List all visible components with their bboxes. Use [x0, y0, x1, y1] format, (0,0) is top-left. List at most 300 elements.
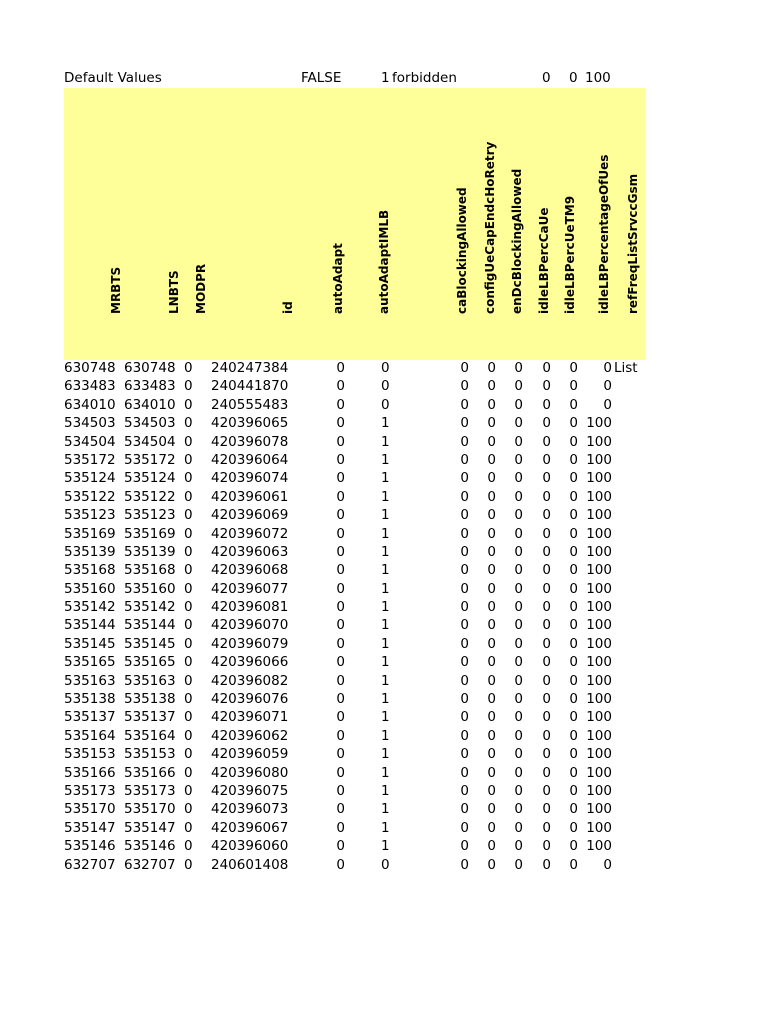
cell-endcblockingallowed: 0	[514, 801, 523, 818]
cell-configuecapendchoretry: 0	[487, 727, 496, 744]
cell-cablockingallowed: 0	[460, 525, 469, 542]
cell-autoadapt: 0	[336, 543, 345, 560]
cell-autoadaptimlb: 0	[381, 378, 390, 395]
cell-modpr: 0	[184, 727, 193, 744]
table-row	[0, 580, 768, 598]
cell-cablockingallowed: 0	[460, 378, 469, 395]
cell-modpr: 0	[184, 378, 193, 395]
cell-modpr: 0	[184, 415, 193, 432]
table-row	[0, 506, 768, 524]
cell-idlelbpercentageofues: 100	[586, 525, 612, 542]
cell-idlelbperccaue: 0	[542, 415, 551, 432]
cell-endcblockingallowed: 0	[514, 525, 523, 542]
cell-endcblockingallowed: 0	[514, 580, 523, 597]
cell-idlelbpercuetm9: 0	[569, 415, 578, 432]
cell-modpr: 0	[184, 746, 193, 763]
cell-idlelbpercentageofues: 100	[586, 470, 612, 487]
cell-endcblockingallowed: 0	[514, 691, 523, 708]
cell-cablockingallowed: 0	[460, 507, 469, 524]
cell-mrbts: 535147	[64, 819, 116, 836]
cell-lnbts: 534503	[124, 415, 176, 432]
cell-idlelbperccaue: 0	[542, 727, 551, 744]
cell-cablockingallowed: 0	[460, 801, 469, 818]
cell-cablockingallowed: 0	[460, 360, 469, 376]
cell-id: 240247384	[211, 360, 289, 376]
cell-autoadapt: 0	[336, 599, 345, 616]
cell-idlelbperccaue: 0	[542, 562, 551, 579]
cell-mrbts: 535168	[64, 562, 116, 579]
cell-autoadapt: 0	[336, 819, 345, 836]
cell-idlelbpercentageofues: 100	[586, 543, 612, 560]
cell-autoadapt: 0	[336, 396, 345, 413]
cell-id: 420396064	[211, 451, 289, 468]
cell-idlelbpercuetm9: 0	[569, 727, 578, 744]
table-row	[0, 727, 768, 745]
cell-idlelbperccaue: 0	[542, 617, 551, 634]
cell-cablockingallowed: 0	[460, 709, 469, 726]
cell-idlelbpercuetm9: 0	[569, 433, 578, 450]
cell-mrbts: 535153	[64, 746, 116, 763]
cell-autoadaptimlb: 1	[381, 543, 390, 560]
cell-endcblockingallowed: 0	[514, 782, 523, 799]
cell-autoadapt: 0	[336, 838, 345, 855]
column-header-label: idleLBPercUeTM9	[563, 195, 577, 314]
table-row	[0, 782, 768, 800]
column-header-modpr	[192, 88, 210, 328]
column-header-cablockingallowed	[453, 88, 471, 328]
cell-autoadapt: 0	[336, 580, 345, 597]
cell-id: 420396071	[211, 709, 289, 726]
cell-id: 420396073	[211, 801, 289, 818]
cell-autoadapt: 0	[336, 451, 345, 468]
cell-idlelbpercuetm9: 0	[569, 451, 578, 468]
cell-lnbts: 535153	[124, 746, 176, 763]
cell-lnbts: 632707	[124, 856, 176, 873]
cell-configuecapendchoretry: 0	[487, 746, 496, 763]
cell-configuecapendchoretry: 0	[487, 782, 496, 799]
cell-autoadaptimlb: 1	[381, 415, 390, 432]
cell-autoadaptimlb: 1	[381, 838, 390, 855]
cell-modpr: 0	[184, 580, 193, 597]
cell-autoadaptimlb: 1	[381, 819, 390, 836]
cell-idlelbpercuetm9: 0	[569, 562, 578, 579]
cell-configuecapendchoretry: 0	[487, 801, 496, 818]
cell-id: 420396068	[211, 562, 289, 579]
cell-cablockingallowed: 0	[460, 727, 469, 744]
cell-modpr: 0	[184, 360, 193, 376]
cell-cablockingallowed: 0	[460, 599, 469, 616]
cell-configuecapendchoretry: 0	[487, 635, 496, 652]
cell-endcblockingallowed: 0	[514, 709, 523, 726]
column-header-idlelbpercuetm9	[561, 88, 579, 328]
cell-cablockingallowed: 0	[460, 654, 469, 671]
cell-mrbts: 630748	[64, 360, 116, 376]
cell-idlelbpercuetm9: 0	[569, 599, 578, 616]
cell-autoadapt: 0	[336, 672, 345, 689]
table-row	[0, 469, 768, 487]
cell-configuecapendchoretry: 0	[487, 396, 496, 413]
cell-endcblockingallowed: 0	[514, 727, 523, 744]
cell-cablockingallowed: 0	[460, 580, 469, 597]
column-header-autoadaptimlb	[375, 88, 393, 328]
cell-idlelbpercuetm9: 0	[569, 470, 578, 487]
cell-id: 420396079	[211, 635, 289, 652]
cell-autoadapt: 0	[336, 488, 345, 505]
cell-idlelbpercentageofues: 100	[586, 746, 612, 763]
cell-idlelbperccaue: 0	[542, 451, 551, 468]
cell-idlelbpercuetm9: 0	[569, 856, 578, 873]
column-header-band	[64, 88, 645, 360]
cell-autoadaptimlb: 1	[381, 488, 390, 505]
cell-idlelbpercuetm9: 0	[569, 691, 578, 708]
cell-idlelbperccaue: 0	[542, 635, 551, 652]
cell-modpr: 0	[184, 691, 193, 708]
cell-autoadapt: 0	[336, 507, 345, 524]
cell-id: 420396082	[211, 672, 289, 689]
cell-id: 420396076	[211, 691, 289, 708]
cell-endcblockingallowed: 0	[514, 543, 523, 560]
cell-idlelbpercuetm9: 0	[569, 819, 578, 836]
cell-modpr: 0	[184, 635, 193, 652]
cell-autoadapt: 0	[336, 746, 345, 763]
cell-modpr: 0	[184, 525, 193, 542]
cell-autoadaptimlb: 1	[381, 801, 390, 818]
default-values-row	[0, 68, 768, 88]
cell-configuecapendchoretry: 0	[487, 415, 496, 432]
cell-autoadaptimlb: 1	[381, 562, 390, 579]
cell-autoadaptimlb: 1	[381, 451, 390, 468]
column-header-endcblockingallowed	[508, 88, 526, 328]
cell-modpr: 0	[184, 617, 193, 634]
cell-endcblockingallowed: 0	[514, 562, 523, 579]
cell-idlelbpercentageofues: 100	[586, 580, 612, 597]
cell-id: 420396063	[211, 543, 289, 560]
cell-autoadaptimlb: 1	[381, 580, 390, 597]
cell-lnbts: 630748	[124, 360, 176, 376]
cell-mrbts: 535123	[64, 507, 116, 524]
cell-idlelbpercentageofues: 100	[586, 488, 612, 505]
cell-configuecapendchoretry: 0	[487, 709, 496, 726]
column-header-autoadapt	[329, 88, 347, 328]
cell-autoadapt: 0	[336, 801, 345, 818]
cell-idlelbpercentageofues: 100	[586, 691, 612, 708]
cell-endcblockingallowed: 0	[514, 764, 523, 781]
cell-autoadaptimlb: 1	[381, 599, 390, 616]
cell-autoadaptimlb: 1	[381, 507, 390, 524]
cell-configuecapendchoretry: 0	[487, 819, 496, 836]
cell-autoadapt: 0	[336, 764, 345, 781]
cell-endcblockingallowed: 0	[514, 672, 523, 689]
cell-configuecapendchoretry: 0	[487, 470, 496, 487]
cell-autoadapt: 0	[336, 617, 345, 634]
cell-idlelbperccaue: 0	[542, 580, 551, 597]
cell-mrbts: 633483	[64, 378, 116, 395]
cell-autoadapt: 0	[336, 856, 345, 873]
cell-id: 420396065	[211, 415, 289, 432]
cell-autoadapt: 0	[336, 470, 345, 487]
cell-idlelbperccaue: 0	[542, 599, 551, 616]
cell-id: 420396080	[211, 764, 289, 781]
cell-idlelbperccaue: 0	[542, 378, 551, 395]
cell-autoadaptimlb: 0	[381, 856, 390, 873]
cell-autoadaptimlb: 1	[381, 470, 390, 487]
cell-mrbts: 535138	[64, 691, 116, 708]
cell-lnbts: 535168	[124, 562, 176, 579]
cell-modpr: 0	[184, 819, 193, 836]
cell-idlelbpercentageofues: 0	[603, 396, 612, 413]
cell-idlelbpercuetm9: 0	[569, 635, 578, 652]
cell-modpr: 0	[184, 562, 193, 579]
cell-mrbts: 535172	[64, 451, 116, 468]
cell-modpr: 0	[184, 654, 193, 671]
cell-lnbts: 535144	[124, 617, 176, 634]
cell-autoadapt: 0	[336, 727, 345, 744]
cell-configuecapendchoretry: 0	[487, 654, 496, 671]
column-header-label: idleLBPercCaUe	[537, 207, 551, 314]
cell-mrbts: 535164	[64, 727, 116, 744]
cell-idlelbperccaue: 0	[542, 470, 551, 487]
cell-autoadaptimlb: 1	[381, 746, 390, 763]
cell-idlelbpercentageofues: 100	[586, 709, 612, 726]
table-row	[0, 488, 768, 506]
cell-cablockingallowed: 0	[460, 433, 469, 450]
cell-cablockingallowed: 0	[460, 672, 469, 689]
cell-mrbts: 535122	[64, 488, 116, 505]
cell-configuecapendchoretry: 0	[487, 360, 496, 376]
cell-mrbts: 535137	[64, 709, 116, 726]
cell-autoadapt: 0	[336, 562, 345, 579]
cell-autoadaptimlb: 1	[381, 635, 390, 652]
cell-configuecapendchoretry: 0	[487, 856, 496, 873]
cell-cablockingallowed: 0	[460, 396, 469, 413]
cell-cablockingallowed: 0	[460, 635, 469, 652]
cell-id: 420396078	[211, 433, 289, 450]
cell-modpr: 0	[184, 672, 193, 689]
cell-modpr: 0	[184, 507, 193, 524]
cell-idlelbpercuetm9: 0	[569, 507, 578, 524]
table-row	[0, 708, 768, 726]
cell-idlelbpercuetm9: 0	[569, 360, 578, 376]
cell-mrbts: 535166	[64, 764, 116, 781]
cell-id: 420396075	[211, 782, 289, 799]
cell-idlelbpercentageofues: 100	[586, 819, 612, 836]
cell-autoadaptimlb: 1	[381, 782, 390, 799]
cell-idlelbperccaue: 0	[542, 433, 551, 450]
cell-modpr: 0	[184, 396, 193, 413]
cell-endcblockingallowed: 0	[514, 819, 523, 836]
cell-idlelbpercentageofues: 100	[586, 801, 612, 818]
cell-modpr: 0	[184, 782, 193, 799]
column-header-idlelbpercentageofues	[595, 88, 613, 328]
cell-configuecapendchoretry: 0	[487, 838, 496, 855]
cell-reffreqlistsrvccgsm: List	[614, 360, 638, 376]
cell-configuecapendchoretry: 0	[487, 580, 496, 597]
cell-modpr: 0	[184, 488, 193, 505]
cell-autoadapt: 0	[336, 691, 345, 708]
cell-autoadapt: 0	[336, 782, 345, 799]
cell-id: 420396070	[211, 617, 289, 634]
cell-lnbts: 535122	[124, 488, 176, 505]
default-autoadaptimlb: 1	[381, 70, 390, 86]
cell-cablockingallowed: 0	[460, 691, 469, 708]
table-row	[0, 451, 768, 469]
cell-modpr: 0	[184, 451, 193, 468]
cell-id: 420396062	[211, 727, 289, 744]
cell-idlelbperccaue: 0	[542, 654, 551, 671]
column-header-label: id	[281, 301, 295, 314]
cell-cablockingallowed: 0	[460, 838, 469, 855]
cell-mrbts: 535144	[64, 617, 116, 634]
cell-autoadaptimlb: 0	[381, 396, 390, 413]
table-row	[0, 745, 768, 763]
cell-id: 420396060	[211, 838, 289, 855]
cell-autoadaptimlb: 1	[381, 727, 390, 744]
cell-configuecapendchoretry: 0	[487, 507, 496, 524]
cell-lnbts: 535138	[124, 691, 176, 708]
column-header-label: enDcBlockingAllowed	[510, 168, 524, 314]
cell-idlelbpercentageofues: 100	[586, 635, 612, 652]
cell-modpr: 0	[184, 838, 193, 855]
cell-autoadapt: 0	[336, 635, 345, 652]
cell-endcblockingallowed: 0	[514, 856, 523, 873]
cell-lnbts: 535142	[124, 599, 176, 616]
table-row	[0, 414, 768, 432]
cell-configuecapendchoretry: 0	[487, 764, 496, 781]
cell-endcblockingallowed: 0	[514, 433, 523, 450]
cell-idlelbpercuetm9: 0	[569, 488, 578, 505]
cell-lnbts: 535172	[124, 451, 176, 468]
table-row	[0, 543, 768, 561]
column-header-label: autoAdaptIMLB	[377, 209, 391, 314]
table-row	[0, 433, 768, 451]
cell-endcblockingallowed: 0	[514, 746, 523, 763]
cell-mrbts: 535142	[64, 599, 116, 616]
cell-idlelbpercentageofues: 0	[603, 378, 612, 395]
cell-lnbts: 535165	[124, 654, 176, 671]
column-header-id	[279, 88, 297, 328]
cell-lnbts: 534504	[124, 433, 176, 450]
column-header-label: autoAdapt	[331, 243, 345, 314]
cell-configuecapendchoretry: 0	[487, 451, 496, 468]
cell-autoadapt: 0	[336, 415, 345, 432]
cell-id: 240601408	[211, 856, 289, 873]
cell-idlelbpercuetm9: 0	[569, 378, 578, 395]
cell-modpr: 0	[184, 856, 193, 873]
cell-modpr: 0	[184, 543, 193, 560]
cell-idlelbperccaue: 0	[542, 746, 551, 763]
cell-lnbts: 535163	[124, 672, 176, 689]
column-header-configuecapendchoretry	[481, 88, 499, 328]
cell-mrbts: 534504	[64, 433, 116, 450]
cell-endcblockingallowed: 0	[514, 470, 523, 487]
cell-idlelbpercentageofues: 100	[586, 562, 612, 579]
cell-configuecapendchoretry: 0	[487, 672, 496, 689]
cell-mrbts: 534503	[64, 415, 116, 432]
cell-autoadapt: 0	[336, 360, 345, 376]
cell-autoadaptimlb: 0	[381, 360, 390, 376]
cell-cablockingallowed: 0	[460, 488, 469, 505]
cell-modpr: 0	[184, 764, 193, 781]
cell-mrbts: 632707	[64, 856, 116, 873]
column-header-mrbts	[107, 88, 125, 328]
table-row	[0, 598, 768, 616]
table-row	[0, 377, 768, 395]
cell-idlelbperccaue: 0	[542, 764, 551, 781]
cell-idlelbpercuetm9: 0	[569, 782, 578, 799]
cell-endcblockingallowed: 0	[514, 415, 523, 432]
cell-lnbts: 535170	[124, 801, 176, 818]
cell-configuecapendchoretry: 0	[487, 433, 496, 450]
column-header-label: MRBTS	[109, 266, 123, 314]
table-row	[0, 653, 768, 671]
cell-id: 420396059	[211, 746, 289, 763]
cell-idlelbpercentageofues: 100	[586, 507, 612, 524]
cell-modpr: 0	[184, 599, 193, 616]
column-header-label: caBlockingAllowed	[455, 187, 469, 314]
cell-idlelbpercentageofues: 100	[586, 727, 612, 744]
cell-lnbts: 535137	[124, 709, 176, 726]
cell-configuecapendchoretry: 0	[487, 599, 496, 616]
cell-idlelbperccaue: 0	[542, 709, 551, 726]
cell-autoadapt: 0	[336, 525, 345, 542]
cell-mrbts: 634010	[64, 396, 116, 413]
cell-idlelbpercuetm9: 0	[569, 672, 578, 689]
cell-idlelbperccaue: 0	[542, 856, 551, 873]
cell-idlelbpercentageofues: 100	[586, 764, 612, 781]
cell-id: 420396066	[211, 654, 289, 671]
cell-idlelbpercentageofues: 100	[586, 672, 612, 689]
cell-id: 420396074	[211, 470, 289, 487]
cell-autoadapt: 0	[336, 654, 345, 671]
table-row	[0, 764, 768, 782]
cell-endcblockingallowed: 0	[514, 396, 523, 413]
default-cablockingallowed: forbidden	[392, 70, 457, 86]
default-idlelbpercentageofues: 100	[585, 70, 611, 86]
data-table	[0, 359, 768, 874]
cell-idlelbperccaue: 0	[542, 672, 551, 689]
cell-endcblockingallowed: 0	[514, 635, 523, 652]
cell-lnbts: 633483	[124, 378, 176, 395]
cell-lnbts: 535166	[124, 764, 176, 781]
cell-endcblockingallowed: 0	[514, 360, 523, 376]
cell-id: 420396061	[211, 488, 289, 505]
cell-mrbts: 535139	[64, 543, 116, 560]
cell-endcblockingallowed: 0	[514, 599, 523, 616]
cell-idlelbperccaue: 0	[542, 488, 551, 505]
cell-endcblockingallowed: 0	[514, 451, 523, 468]
cell-modpr: 0	[184, 433, 193, 450]
cell-cablockingallowed: 0	[460, 562, 469, 579]
cell-autoadaptimlb: 1	[381, 691, 390, 708]
table-row	[0, 396, 768, 414]
cell-endcblockingallowed: 0	[514, 507, 523, 524]
cell-idlelbpercuetm9: 0	[569, 580, 578, 597]
cell-idlelbpercentageofues: 100	[586, 782, 612, 799]
cell-idlelbperccaue: 0	[542, 507, 551, 524]
cell-id: 420396069	[211, 507, 289, 524]
table-row	[0, 837, 768, 855]
table-row	[0, 690, 768, 708]
cell-idlelbpercuetm9: 0	[569, 396, 578, 413]
cell-cablockingallowed: 0	[460, 746, 469, 763]
table-row	[0, 525, 768, 543]
cell-idlelbpercentageofues: 100	[586, 451, 612, 468]
cell-autoadaptimlb: 1	[381, 433, 390, 450]
cell-idlelbpercuetm9: 0	[569, 709, 578, 726]
cell-lnbts: 535160	[124, 580, 176, 597]
cell-idlelbpercentageofues: 100	[586, 415, 612, 432]
column-header-lnbts	[165, 88, 183, 328]
